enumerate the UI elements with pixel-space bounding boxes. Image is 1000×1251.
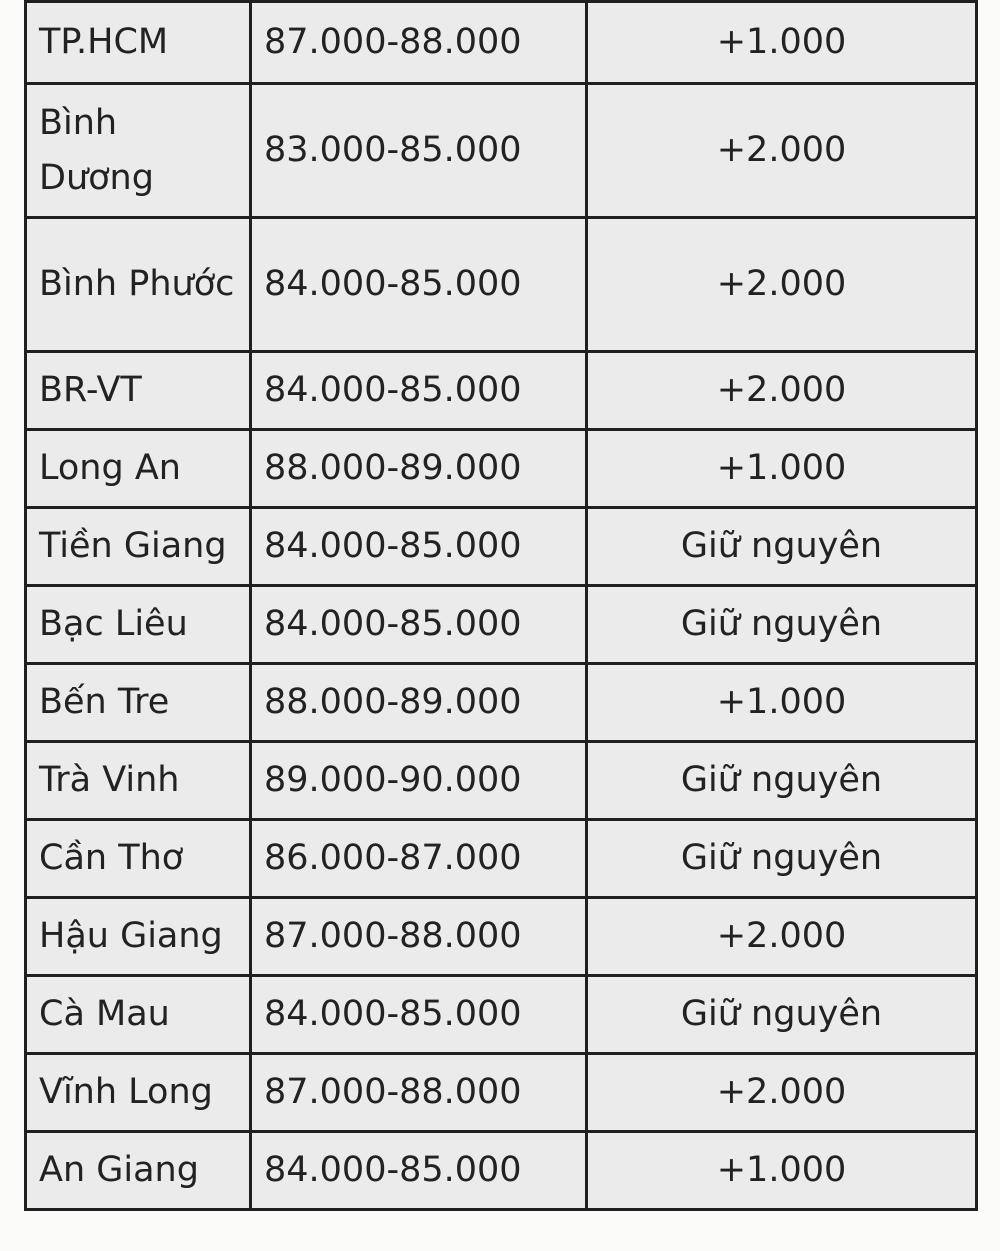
table-row — [26, 2, 977, 84]
province-cell: Long An — [26, 430, 251, 508]
price-cell: 84.000-85.000 — [251, 586, 587, 664]
table-row — [26, 352, 977, 430]
change-cell: +1.000 — [587, 2, 977, 84]
price-cell: 88.000-89.000 — [251, 430, 587, 508]
price-cell: 84.000-85.000 — [251, 1132, 587, 1210]
table-row — [26, 1132, 977, 1210]
table-row — [26, 976, 977, 1054]
price-cell: 89.000-90.000 — [251, 742, 587, 820]
change-cell: +1.000 — [587, 664, 977, 742]
change-cell: Giữ nguyên — [587, 586, 977, 664]
price-cell: 86.000-87.000 — [251, 820, 587, 898]
province-cell: Bình Phước — [26, 218, 251, 352]
change-cell: Giữ nguyên — [587, 820, 977, 898]
change-cell: Giữ nguyên — [587, 976, 977, 1054]
province-cell: Bình Dương — [26, 84, 251, 218]
change-cell: +2.000 — [587, 218, 977, 352]
province-cell: Bến Tre — [26, 664, 251, 742]
price-cell: 84.000-85.000 — [251, 218, 587, 352]
table-row — [26, 820, 977, 898]
price-cell: 84.000-85.000 — [251, 508, 587, 586]
table-row — [26, 508, 977, 586]
province-cell: Tiền Giang — [26, 508, 251, 586]
province-cell: Bạc Liêu — [26, 586, 251, 664]
province-cell: An Giang — [26, 1132, 251, 1210]
table-row — [26, 898, 977, 976]
table-row — [26, 218, 977, 352]
change-cell: Giữ nguyên — [587, 742, 977, 820]
change-cell: Giữ nguyên — [587, 508, 977, 586]
province-cell: TP.HCM — [26, 2, 251, 84]
price-cell: 87.000-88.000 — [251, 898, 587, 976]
province-cell: Trà Vinh — [26, 742, 251, 820]
province-cell: Vĩnh Long — [26, 1054, 251, 1132]
price-cell: 84.000-85.000 — [251, 352, 587, 430]
province-cell: Cần Thơ — [26, 820, 251, 898]
province-cell: Hậu Giang — [26, 898, 251, 976]
price-cell: 83.000-85.000 — [251, 84, 587, 218]
province-cell: Cà Mau — [26, 976, 251, 1054]
change-cell: +2.000 — [587, 352, 977, 430]
table-row — [26, 1054, 977, 1132]
price-cell: 88.000-89.000 — [251, 664, 587, 742]
price-cell: 87.000-88.000 — [251, 2, 587, 84]
table-row — [26, 664, 977, 742]
change-cell: +2.000 — [587, 84, 977, 218]
table-row — [26, 84, 977, 218]
change-cell: +2.000 — [587, 1054, 977, 1132]
table-row — [26, 742, 977, 820]
change-cell: +2.000 — [587, 898, 977, 976]
table-row — [26, 430, 977, 508]
change-cell: +1.000 — [587, 430, 977, 508]
table-row — [26, 586, 977, 664]
province-cell: BR-VT — [26, 352, 251, 430]
price-cell: 84.000-85.000 — [251, 976, 587, 1054]
price-table — [24, 0, 978, 1211]
price-cell: 87.000-88.000 — [251, 1054, 587, 1132]
change-cell: +1.000 — [587, 1132, 977, 1210]
